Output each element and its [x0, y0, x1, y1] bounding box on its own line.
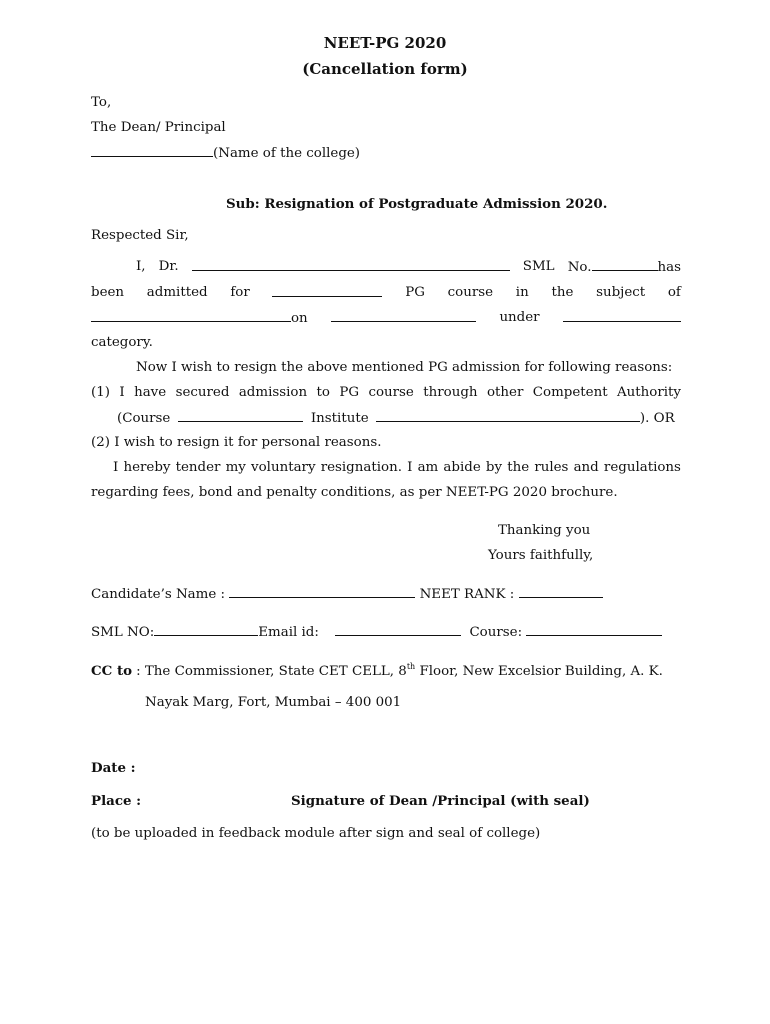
upload-note: (to be uploaded in feedback module after sign and seal of college) — [91, 826, 541, 841]
text-word: SML — [522, 259, 555, 274]
para1-line2 — [91, 284, 681, 302]
text-word: tender — [175, 460, 221, 475]
reason1-line2 — [117, 409, 675, 428]
text-word: admitted — [146, 285, 208, 300]
neet-rank-label: NEET RANK : — [419, 587, 515, 602]
candidate-name-row — [91, 585, 603, 604]
cc-label: CC to — [91, 663, 133, 679]
text-word: under — [499, 310, 540, 325]
subject-blank[interactable] — [91, 309, 291, 322]
admitted-for-blank[interactable] — [272, 284, 382, 297]
candidate-name-label: Candidate’s Name : — [91, 587, 226, 602]
date-blank[interactable] — [331, 309, 476, 322]
declaration-line2: regarding fees, bond and penalty conditions, as per NEET-PG 2020 brochure. — [91, 485, 618, 500]
address-dean: The Dean/ Principal — [91, 120, 226, 135]
college-name-blank[interactable] — [91, 144, 213, 157]
text-word: to — [316, 385, 330, 400]
text-word: ). OR — [639, 411, 675, 426]
text-word: the — [507, 460, 530, 475]
text-word: Authority — [617, 385, 681, 400]
reason1-line1 — [91, 384, 681, 402]
text-word: I — [113, 460, 119, 475]
text-word: for — [230, 285, 250, 300]
cc-line2: Nayak Marg, Fort, Mumbai – 400 001 — [145, 695, 402, 710]
text-word: admission — [238, 385, 308, 400]
address-to: To, — [91, 95, 112, 110]
cc-line1 — [91, 662, 663, 681]
text-word: course — [447, 285, 494, 300]
text-word: No. — [567, 260, 592, 275]
text-word: PG — [339, 385, 360, 400]
course-label: Course: — [469, 625, 523, 640]
text-word: the — [551, 285, 574, 300]
text-word: (1) — [91, 385, 110, 400]
text-word: rules — [534, 460, 569, 475]
text-word: PG — [405, 285, 425, 300]
text-word: course — [368, 385, 414, 400]
declaration-line1 — [113, 459, 681, 477]
neet-rank-blank[interactable] — [519, 585, 603, 598]
yours-faithfully: Yours faithfully, — [488, 548, 594, 563]
text-word: through — [423, 385, 478, 400]
para1-line3 — [91, 309, 681, 328]
candidate-name-blank[interactable] — [229, 585, 415, 598]
text-word: abide — [443, 460, 481, 475]
sml-no-field-blank[interactable] — [154, 623, 258, 636]
text-word: have — [134, 385, 167, 400]
name-blank[interactable] — [192, 258, 510, 271]
salutation: Respected Sir, — [91, 228, 189, 243]
text-word: I — [407, 460, 413, 475]
form-subtitle: (Cancellation form) — [302, 60, 468, 78]
text-word: and — [573, 460, 599, 475]
subject-group — [91, 309, 308, 328]
cc-text: : The Commissioner, State CET CELL, 8 — [136, 664, 407, 679]
category-word: category. — [91, 335, 153, 350]
text-word: voluntary — [251, 460, 316, 475]
college-name-label: (Name of the college) — [213, 146, 361, 161]
text-word: of — [667, 285, 681, 300]
place-label: Place : — [91, 793, 142, 809]
text-word: hereby — [123, 460, 171, 475]
sml-no-blank[interactable] — [592, 258, 658, 271]
email-label: Email id: — [258, 625, 319, 640]
text-word: am — [417, 460, 439, 475]
date-label: Date : — [91, 760, 136, 776]
sml-no-group — [568, 258, 681, 277]
text-word: I, — [136, 259, 146, 274]
para1-line1 — [136, 258, 681, 277]
reason2: (2) I wish to resign it for personal reasons. — [91, 435, 382, 450]
subject-line: Sub: Resignation of Postgraduate Admission 2020. — [226, 196, 608, 212]
text-word: (Course — [117, 411, 171, 426]
text-word: I — [119, 385, 125, 400]
form-title: NEET-PG 2020 — [323, 34, 447, 52]
other-course-blank[interactable] — [178, 409, 303, 422]
email-blank[interactable] — [335, 623, 461, 636]
category-blank[interactable] — [563, 309, 681, 322]
other-institute-blank[interactable] — [376, 409, 640, 422]
cc-text: Floor, New Excelsior Building, A. K. — [415, 664, 663, 679]
text-word: Competent — [532, 385, 608, 400]
college-name-line — [91, 144, 360, 163]
reasons-intro: Now I wish to resign the above mentioned PG admission for following reasons: — [136, 360, 673, 375]
cc-superscript: th — [406, 662, 416, 671]
text-word: been — [91, 285, 125, 300]
text-word: my — [225, 460, 246, 475]
text-word: by — [485, 460, 503, 475]
text-word: Dr. — [158, 259, 179, 274]
contact-row — [91, 623, 662, 642]
text-word: resignation. — [320, 460, 402, 475]
text-word: has — [657, 260, 681, 275]
text-word: subject — [596, 285, 646, 300]
text-word: Institute — [310, 411, 369, 426]
signature-label: Signature of Dean /Principal (with seal) — [291, 793, 590, 809]
sml-no-label: SML NO: — [91, 625, 155, 640]
text-word: in — [515, 285, 529, 300]
text-word: regulations — [603, 460, 681, 475]
text-word: other — [486, 385, 524, 400]
text-word: on — [291, 311, 308, 326]
text-word: secured — [175, 385, 230, 400]
thanking-you: Thanking you — [498, 523, 591, 538]
course-blank[interactable] — [526, 623, 662, 636]
